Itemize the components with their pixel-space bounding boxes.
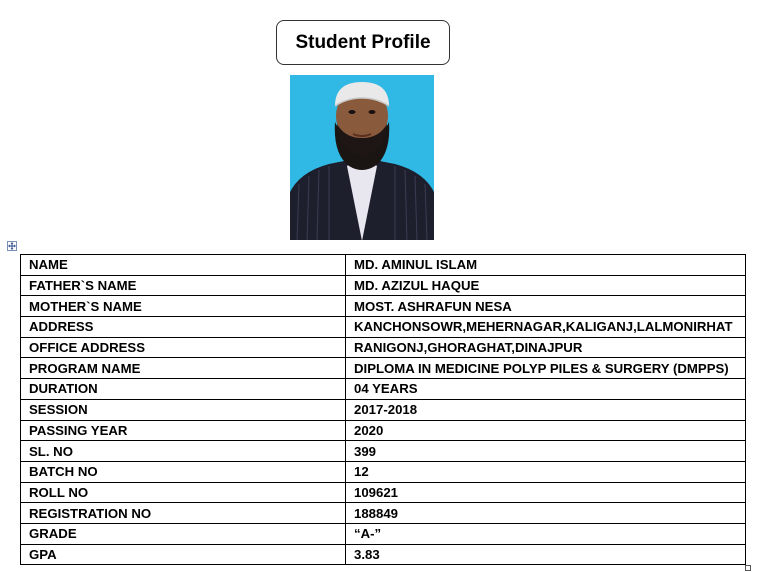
field-value: 3.83 <box>346 544 746 565</box>
field-label: GPA <box>21 544 346 565</box>
field-label: OFFICE ADDRESS <box>21 337 346 358</box>
field-label: SL. NO <box>21 441 346 462</box>
table-row <box>21 441 746 462</box>
field-label: BATCH NO <box>21 461 346 482</box>
field-value: KANCHONSOWR,MEHERNAGAR,KALIGANJ,LALMONIRHAT <box>346 317 746 338</box>
table-row <box>21 296 746 317</box>
field-label: PASSING YEAR <box>21 420 346 441</box>
field-value: 04 YEARS <box>346 379 746 400</box>
field-value: 109621 <box>346 482 746 503</box>
field-value: RANIGONJ,GHORAGHAT,DINAJPUR <box>346 337 746 358</box>
table-row <box>21 337 746 358</box>
table-row <box>21 544 746 565</box>
table-row <box>21 275 746 296</box>
table-row <box>21 482 746 503</box>
move-arrows-icon <box>8 242 16 250</box>
field-value: MD. AMINUL ISLAM <box>346 255 746 276</box>
field-value: MOST. ASHRAFUN NESA <box>346 296 746 317</box>
field-label: FATHER`S NAME <box>21 275 346 296</box>
field-label: MOTHER`S NAME <box>21 296 346 317</box>
field-label: SESSION <box>21 399 346 420</box>
table-row <box>21 399 746 420</box>
student-photo-image <box>289 74 435 241</box>
field-value: 12 <box>346 461 746 482</box>
table-row <box>21 461 746 482</box>
field-label: REGISTRATION NO <box>21 503 346 524</box>
field-label: ADDRESS <box>21 317 346 338</box>
field-value: 399 <box>346 441 746 462</box>
field-value: 2017-2018 <box>346 399 746 420</box>
profile-table <box>20 254 746 565</box>
table-row <box>21 523 746 544</box>
table-row <box>21 255 746 276</box>
field-value: MD. AZIZUL HAQUE <box>346 275 746 296</box>
field-value: 2020 <box>346 420 746 441</box>
field-label: DURATION <box>21 379 346 400</box>
table-row <box>21 358 746 379</box>
table-resize-handle[interactable] <box>745 565 751 571</box>
table-row <box>21 503 746 524</box>
field-value: “A-” <box>346 523 746 544</box>
field-label: GRADE <box>21 523 346 544</box>
table-row <box>21 317 746 338</box>
field-label: ROLL NO <box>21 482 346 503</box>
table-row <box>21 379 746 400</box>
field-label: PROGRAM NAME <box>21 358 346 379</box>
page-title: Student Profile <box>276 20 450 65</box>
student-photo <box>289 74 435 241</box>
field-label: NAME <box>21 255 346 276</box>
field-value: 188849 <box>346 503 746 524</box>
table-row <box>21 420 746 441</box>
field-value: DIPLOMA IN MEDICINE POLYP PILES & SURGERY (DMPPS) <box>346 358 746 379</box>
table-move-handle[interactable] <box>7 241 17 251</box>
